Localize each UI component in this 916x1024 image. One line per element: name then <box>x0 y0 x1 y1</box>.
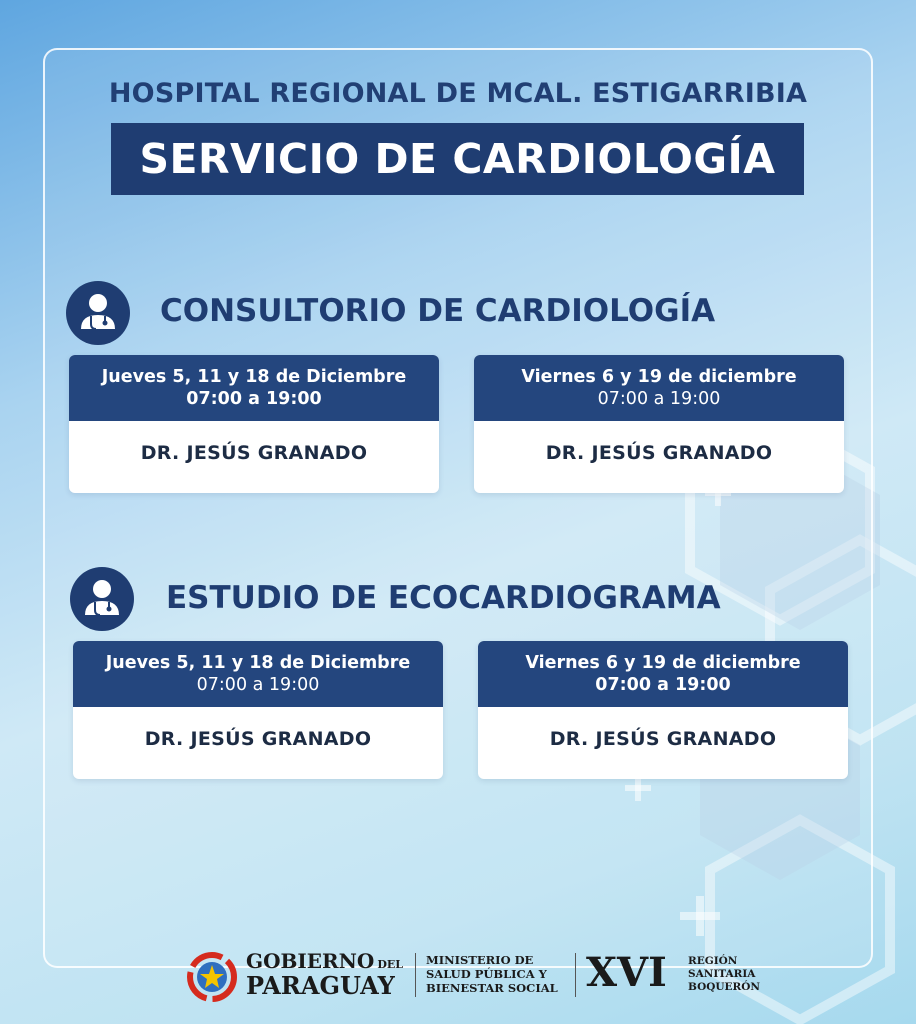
card-doctor: DR. JESÚS GRANADO <box>144 728 372 750</box>
ministerio-line: MINISTERIO DE <box>426 953 534 967</box>
region-line: BOQUERÓN <box>688 981 760 993</box>
schedule-card <box>474 355 844 493</box>
schedule-card <box>73 641 443 779</box>
footer-logos <box>0 945 916 1005</box>
footer-divider <box>415 953 416 997</box>
card-time: 07:00 a 19:00 <box>595 675 731 695</box>
gobierno-logo-text <box>246 949 403 999</box>
card-time: 07:00 a 19:00 <box>186 389 322 409</box>
schedule-card <box>69 355 439 493</box>
ministerio-line: BIENESTAR SOCIAL <box>426 981 558 995</box>
ministerio-text <box>426 953 558 995</box>
card-day: Viernes 6 y 19 de diciembre <box>525 653 801 673</box>
card-doctor: DR. JESÚS GRANADO <box>140 442 368 464</box>
card-day: Jueves 5, 11 y 18 de Diciembre <box>101 367 407 387</box>
card-doctor: DR. JESÚS GRANADO <box>549 728 777 750</box>
doctor-icon <box>70 567 134 631</box>
region-line: SANITARIA <box>688 968 756 980</box>
region-line: REGIÓN <box>688 955 738 967</box>
paraguay-word: PARAGUAY <box>246 971 395 1000</box>
card-time: 07:00 a 19:00 <box>597 389 721 409</box>
card-time: 07:00 a 19:00 <box>196 675 320 695</box>
doctor-icon <box>66 281 130 345</box>
card-doctor: DR. JESÚS GRANADO <box>545 442 773 464</box>
section-title-ecocardiograma: ESTUDIO DE ECOCARDIOGRAMA <box>166 580 721 616</box>
region-text <box>688 955 760 994</box>
section-title-consultorio: CONSULTORIO DE CARDIOLOGÍA <box>160 293 716 329</box>
schedule-card <box>478 641 848 779</box>
card-day: Jueves 5, 11 y 18 de Diciembre <box>105 653 411 673</box>
service-title-banner: SERVICIO DE CARDIOLOGÍA <box>111 123 804 195</box>
region-number: XVI <box>586 949 667 996</box>
ministerio-line: SALUD PÚBLICA Y <box>426 967 547 981</box>
paraguay-seal-icon <box>186 951 238 1003</box>
del-word: DEL <box>377 958 404 971</box>
footer-divider <box>575 953 576 997</box>
card-day: Viernes 6 y 19 de diciembre <box>521 367 797 387</box>
hospital-name: HOSPITAL REGIONAL DE MCAL. ESTIGARRIBIA <box>108 78 808 109</box>
gobierno-word: GOBIERNO <box>246 949 375 973</box>
